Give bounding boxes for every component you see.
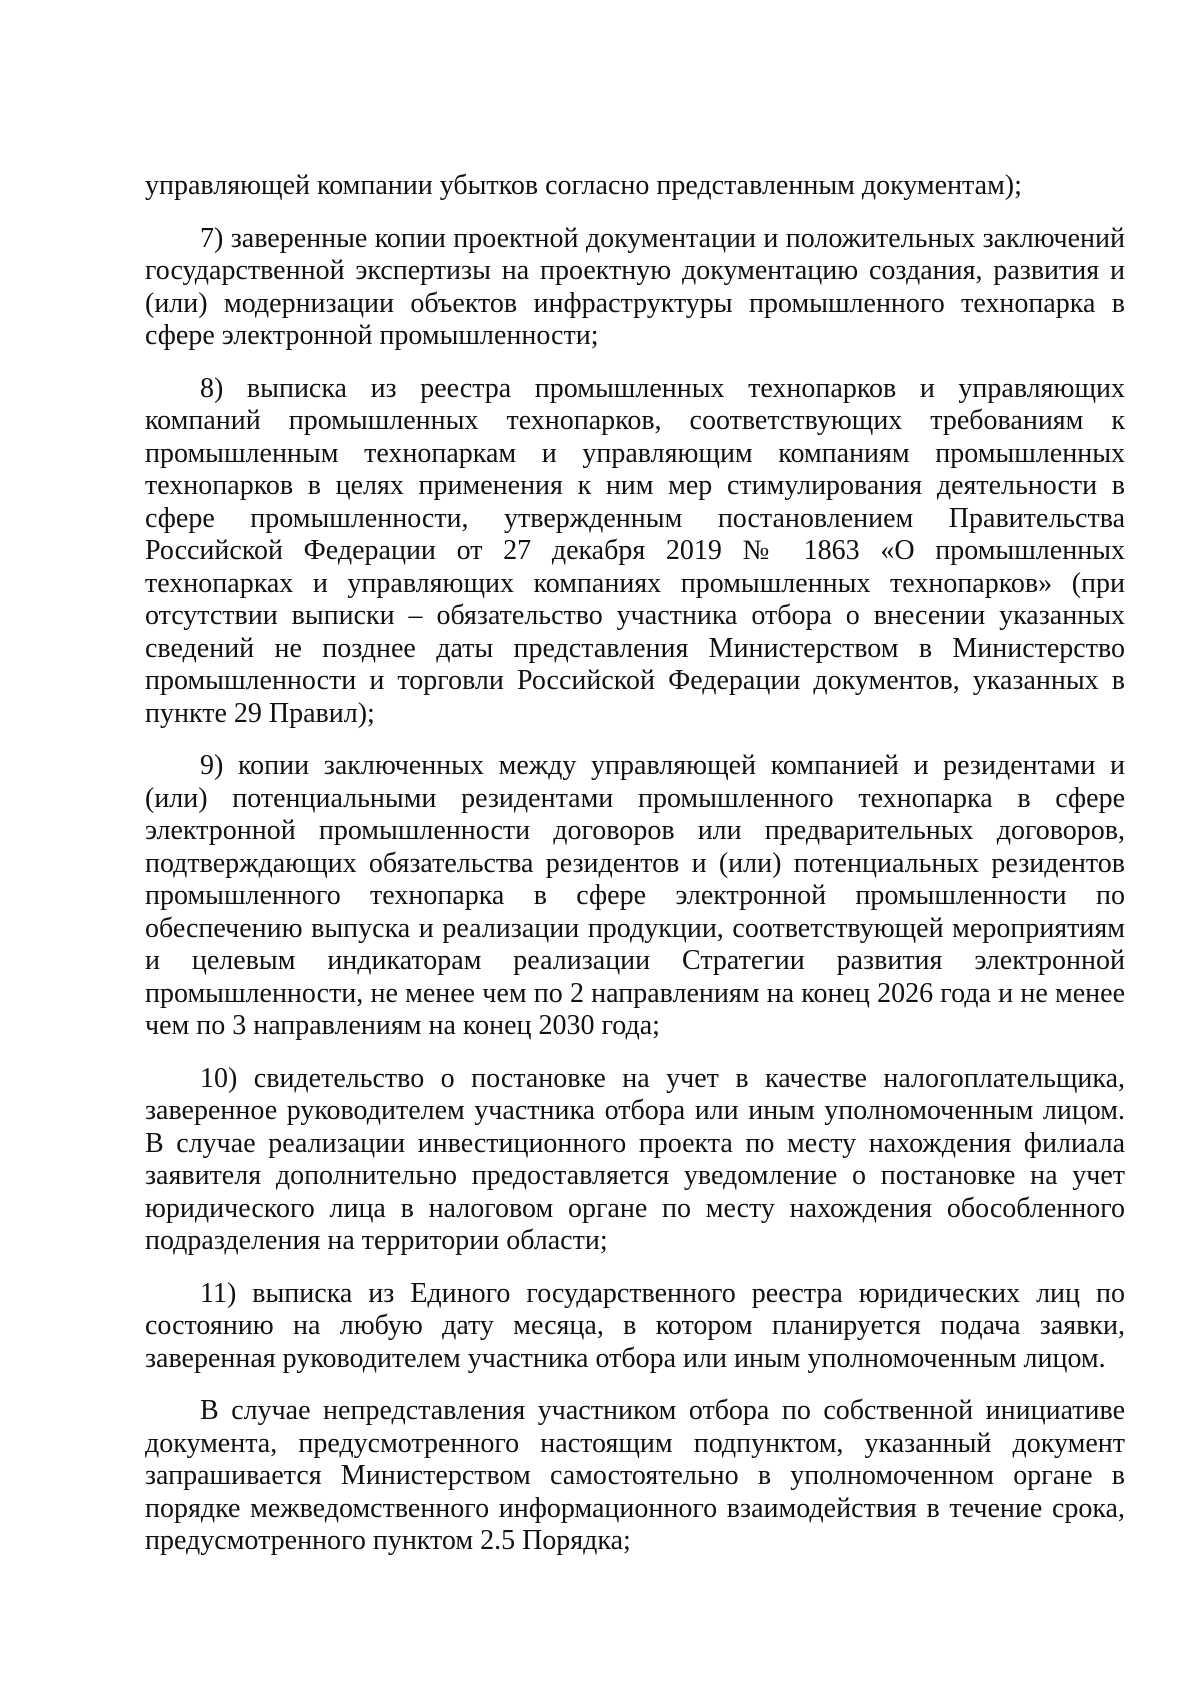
paragraph-item-10: 10) свидетельство о постановке на учет в качестве налогоплательщика, заверенное руководителем участника отбора или иным уполномоченным лицом. В случае реализации инвестиционного проекта по месту нахождения филиала заявителя дополнительно предоставляется уведомление о постановке на учет юридического лица в налоговом органе по месту нахождения обособленного подразделения на территории области;	[145, 1062, 1125, 1256]
paragraph-note: В случае непредставления участником отбора по собственной инициативе документа, предусмотренного настоящим подпунктом, указанный документ запрашивается Министерством самостоятельно в уполномоченном органе в порядке межведомственного информационного взаимодействия в течение срока, предусмотренного пунктом 2.5 Порядка;	[145, 1395, 1125, 1556]
paragraph-item-11: 11) выписка из Единого государственного реестра юридических лиц по состоянию на любую дату месяца, в котором планируется подача заявки, заверенная руководителем участника отбора или иным уполномоченным лицом.	[145, 1277, 1125, 1374]
paragraph-continuation: управляющей компании убытков согласно представленным документам);	[145, 170, 1022, 201]
paragraph-item-8: 8) выписка из реестра промышленных технопарков и управляющих компаний промышленных технопарков, соответствующих требованиям к промышленным технопаркам и управляющим компаниям промышленных технопарков в целях применения к ним мер стимулирования деятельности в сфере промышленности, утвержденным постановлением Правительства Российской Федерации от 27 декабря 2019 № 1863 «О промышленных технопарках и управляющих компаниях промышленных технопарков» (при отсутствии выписки – обязательство участника отбора о внесении указанных сведений не позднее даты представления Министерством в Министерство промышленности и торговли Российской Федерации документов, указанных в пункте 29 Правил);	[145, 372, 1125, 729]
paragraph-item-9: 9) копии заключенных между управляющей компанией и резидентами и (или) потенциальными резидентами промышленного технопарка в сфере электронной промышленности договоров или предварительных договоров, подтверждающих обязательства резидентов и (или) потенциальных резидентов промышленного технопарка в сфере электронной промышленности по обеспечению выпуска и реализации продукции, соответствующей мероприятиям и целевым индикаторам реализации Стратегии развития электронной промышленности, не менее чем по 2 направлениям на конец 2026 года и не менее чем по 3 направлениям на конец 2030 года;	[145, 750, 1125, 1041]
document-body	[145, 170, 1125, 1578]
paragraph-item-7: 7) заверенные копии проектной документации и положительных заключений государственной экспертизы на проектную документацию создания, развития и (или) модернизации объектов инфраструктуры промышленного технопарка в сфере электронной промышленности;	[145, 222, 1125, 351]
